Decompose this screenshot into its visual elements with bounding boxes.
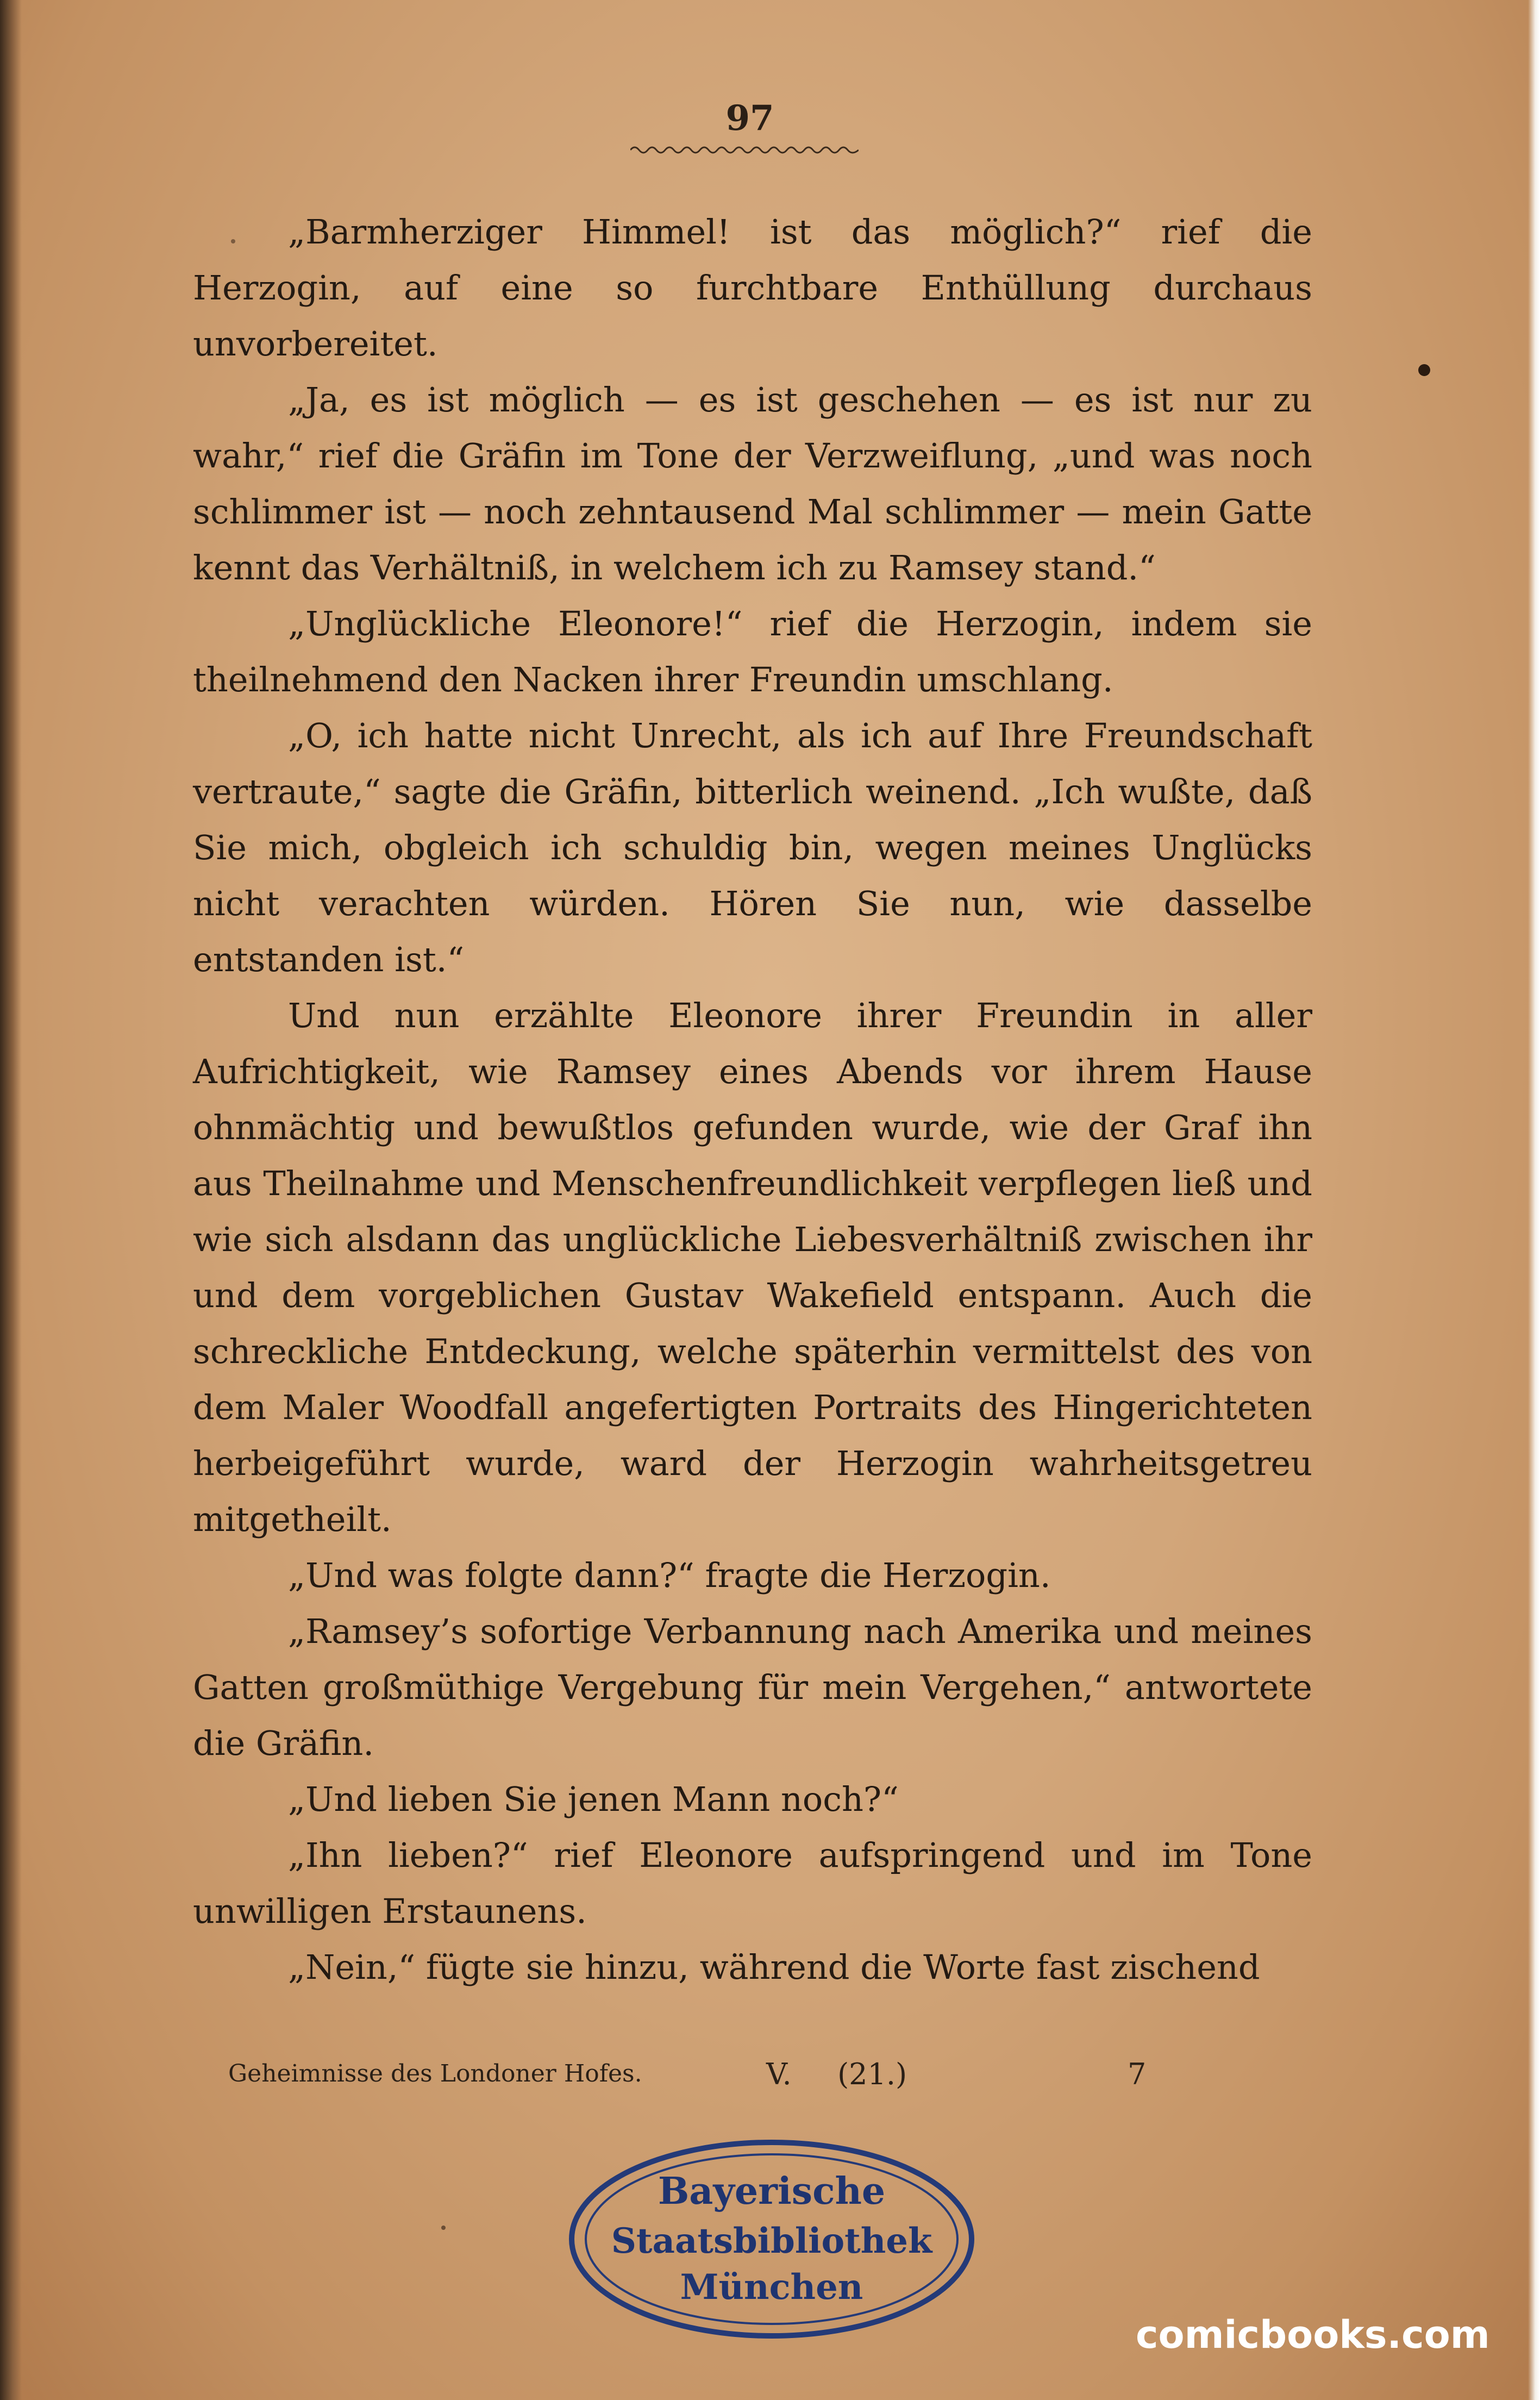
footer-issue: (21.) xyxy=(837,2057,907,2091)
stamp-line-2: Staatsbibliothek xyxy=(611,2221,932,2261)
page-left-shadow xyxy=(0,0,22,2400)
footer-volume-issue xyxy=(766,2057,907,2091)
paragraph-7: „Ramsey’s sofortige Verbannung nach Amerika und meines Gatten großmüthige Vergebung für mein Vergehen,“ antwortete die Gräfin. xyxy=(193,1611,1312,1763)
decorative-rule xyxy=(630,142,859,158)
page-right-edge xyxy=(1528,0,1540,2400)
footer-signature: 7 xyxy=(1128,2057,1147,2091)
paragraph-5: Und nun erzählte Eleonore ihrer Freundin in aller Aufrichtigkeit, wie Ramsey eines Abends vor ihrem Hause ohnmächtig und bewußtlos gefunden wurde, wie der Graf ihn aus Theilnahme und Menschenfreundlichkeit verpflegen ließ und wie sich alsdann das unglückliche Liebesverhältniß zwischen ihr und dem vorgeblichen Gustav Wakefield entspann. Auch die schreckliche Entdeckung, welche späterhin vermittelst des von dem Maler Woodfall angefertigten Portraits des Hingerichteten herbeigeführt wurde, ward der Herzogin wahrheitsgetreu mitgetheilt. xyxy=(193,996,1312,1539)
footer-title: Geheimnisse des Londoner Hofes. xyxy=(228,2060,642,2088)
paragraph-9: „Ihn lieben?“ rief Eleonore aufspringend und im Tone unwilligen Erstaunens. xyxy=(193,1835,1312,1931)
stamp-line-3: München xyxy=(680,2267,863,2308)
footer-volume: V. xyxy=(766,2057,792,2091)
paragraph-10: „Nein,“ fügte sie hinzu, während die Worte fast zischend xyxy=(288,1947,1260,1987)
paragraph-6: „Und was folgte dann?“ fragte die Herzogin. xyxy=(288,1555,1051,1595)
page-number: 97 xyxy=(725,98,774,139)
body-text xyxy=(193,204,1312,1995)
ink-speck xyxy=(231,239,235,243)
library-stamp xyxy=(565,2136,978,2342)
ink-speck xyxy=(1418,364,1430,376)
stamp-line-1: Bayerische xyxy=(658,2170,886,2213)
watermark: comicbooks.com xyxy=(1136,2312,1490,2357)
paragraph-4: „O, ich hatte nicht Unrecht, als ich auf Ihre Freundschaft vertraute,“ sagte die Gräfin, bitterlich weinend. „Ich wußte, daß Sie mich, obgleich ich schuldig bin, wegen meines Unglücks nicht verachten würden. Hören Sie nun, wie dasselbe entstanden ist.“ xyxy=(193,716,1312,979)
paragraph-1: „Barmherziger Himmel! ist das möglich?“ rief die Herzogin, auf eine so furchtbare Enthüllung durchaus unvorbereitet. xyxy=(193,212,1312,364)
paragraph-2: „Ja, es ist möglich — es ist geschehen — es ist nur zu wahr,“ rief die Gräfin im Tone der Verzweiflung, „und was noch schlimmer ist — noch zehntausend Mal schlimmer — mein Gatte kennt das Verhältniß, in welchem ich zu Ramsey stand.“ xyxy=(193,380,1312,588)
ink-speck xyxy=(441,2226,446,2230)
paragraph-3: „Unglückliche Eleonore!“ rief die Herzogin, indem sie theilnehmend den Nacken ihrer Freundin umschlang. xyxy=(193,604,1312,699)
paragraph-8: „Und lieben Sie jenen Mann noch?“ xyxy=(288,1779,899,1819)
